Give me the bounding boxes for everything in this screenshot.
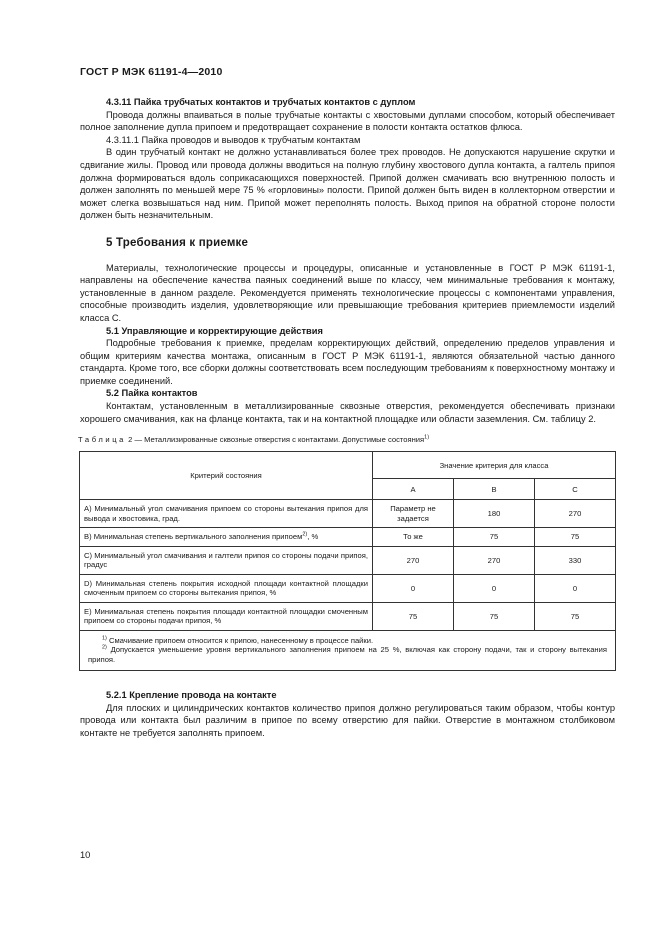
table-caption-footnote-mark: 1) [424,434,430,441]
header-class-c: С [535,479,616,500]
row-criterion [80,528,373,547]
section-5-paragraph: Материалы, технологические процессы и процедуры, описанные и установленные в ГОСТ Р МЭК 61191-1, направлены на обеспечение качества паяных соединений выше по классу, чем минимальные требования к монтажу, установленные в данном разделе. Рекомендуется применять технологические процессы с компонентами управления, способные производить изделия, удовлетворяющие или превышающие требования критериев приемлемости изделий класса С. [80,262,615,323]
table-caption-label: Таблица [78,435,126,445]
row-value-c: 0 [535,574,616,602]
row-value-a: 0 [373,574,454,602]
table-2 [79,451,616,671]
document-header: ГОСТ Р МЭК 61191-4—2010 [80,66,223,78]
table-row [80,602,616,630]
row-value-b: 75 [454,602,535,630]
section-5-2-1-paragraph: Для плоских и цилиндрических контактов количество припоя должно регулироваться таким образом, чтобы контур провода или контакта был различим в припое по всему отверстию для пайки. Отверстие в монтажном столбиковом контакте не требуется заполнять припоем. [80,702,615,739]
row-criterion-unit: , % [307,532,319,542]
table-row [80,574,616,602]
row-value-b: 75 [454,528,535,547]
section-5-heading: 5 Требования к приемке [106,236,249,249]
section-5-2-title: 5.2 Пайка контактов [106,388,198,399]
row-value-a: Параметр не задается [373,500,454,528]
row-value-b: 0 [454,574,535,602]
row-value-b: 180 [454,500,535,528]
row-footnote-mark: 2) [302,531,308,538]
note-mark: 2) [102,644,107,651]
row-criterion: С) Минимальный угол смачивания и галтели припоя со стороны подачи припоя, градус [80,546,373,574]
table-note-1 [88,636,607,646]
page-number: 10 [80,850,91,860]
row-criterion: А) Минимальный угол смачивания припоем со стороны вытекания припоя для вывода и хвостовика, град. [80,500,373,528]
note-text: Смачивание припоем относится к припою, нанесенному в процессе пайки. [109,635,374,645]
row-value-b: 270 [454,546,535,574]
row-criterion: Е) Минимальная степень покрытия площади контактной площадки смоченным припоем со стороны подачи припоя, % [80,602,373,630]
section-4-3-11-title: 4.3.11 Пайка трубчатых контактов и трубчатых контактов с дуплом [106,97,416,107]
row-value-a: 75 [373,602,454,630]
note-text: Допускается уменьшение уровня вертикального заполнения припоем на 25 %, включая как сторону подачи, так и сторону вытекания припоя. [88,645,607,664]
header-class-b: В [454,479,535,500]
header-class-group: Значение критерия для класса [373,452,616,479]
row-criterion-text: В) Минимальная степень вертикального заполнения припоем [84,532,303,542]
section-4-3-11-paragraph: Провода должны впаиваться в полые трубчатые контакты с хвостовыми дуплами способом, который обеспечивает полное заполнение дупла припоем и предотвращает сохранение в полости контакта остатков флюса. [80,109,615,133]
page-content [80,96,615,740]
section-5-2-1-title: 5.2.1 Крепление провода на контакте [106,690,277,701]
row-value-c: 330 [535,546,616,574]
row-value-a: 270 [373,546,454,574]
table-row [80,500,616,528]
row-value-a: То же [373,528,454,547]
section-5-1-title: 5.1 Управляющие и корректирующие действия [106,325,323,336]
note-mark: 1) [102,635,107,642]
table-row [80,546,616,574]
table-notes [80,630,616,671]
table-caption-text: 2 — Металлизированные сквозные отверстия с контактами. Допустимые состояния [128,435,425,445]
header-criterion: Критерий состояния [80,452,373,500]
table-row [80,528,616,547]
section-5-1-paragraph: Подробные требования к приемке, пределам корректирующих действий, определению пределов управления и общим критериям качества монтажа, описанным в ГОСТ Р МЭК 61191-1, являются обязательной частью данного стандарта. Кроме того, все сборки должны соответствовать всем последующим требованиям к поверхностному монтажу и приемке соединений. [80,338,615,386]
row-value-c: 75 [535,602,616,630]
row-criterion: D) Минимальная степень покрытия исходной площади контактной площадки смоченным припоем со стороны вытекания припоя, % [80,574,373,602]
section-5-2-paragraph: Контактам, установленным в металлизированные сквозные отверстия, рекомендуется обеспечивать признаки хорошего смачивания, как на фланце контакта, так и на контактной площадке или области заземления. См. таблицу 2. [80,401,615,424]
section-4-3-11-1-paragraph: В один трубчатый контакт не должно устанавливаться более трех проводов. Не допускаются нарушение скрутки и сдвигание жилы. Провод или провода должны вводиться на полную глубину хвостового дупла контакта, а галтель припоя должна формироваться вдоль соприкасающихся поверхностей. Припой должен смачивать всю внутреннюю полость и должен заполнять по меньшей мере 75 % «горловины» полости. Припой должен быть виден в коллекторном отверстии и может слегка возвышаться над ним. Припой может переполнять полость. Выход припоя на обратной стороне полости должен быть незначительным. [80,147,615,221]
section-4-3-11-1-title: 4.3.11.1 Пайка проводов и выводов к трубчатым контактам [106,134,361,145]
table-note-2 [88,645,607,664]
table-2-caption [78,435,615,445]
row-value-c: 270 [535,500,616,528]
row-value-c: 75 [535,528,616,547]
header-class-a: А [373,479,454,500]
